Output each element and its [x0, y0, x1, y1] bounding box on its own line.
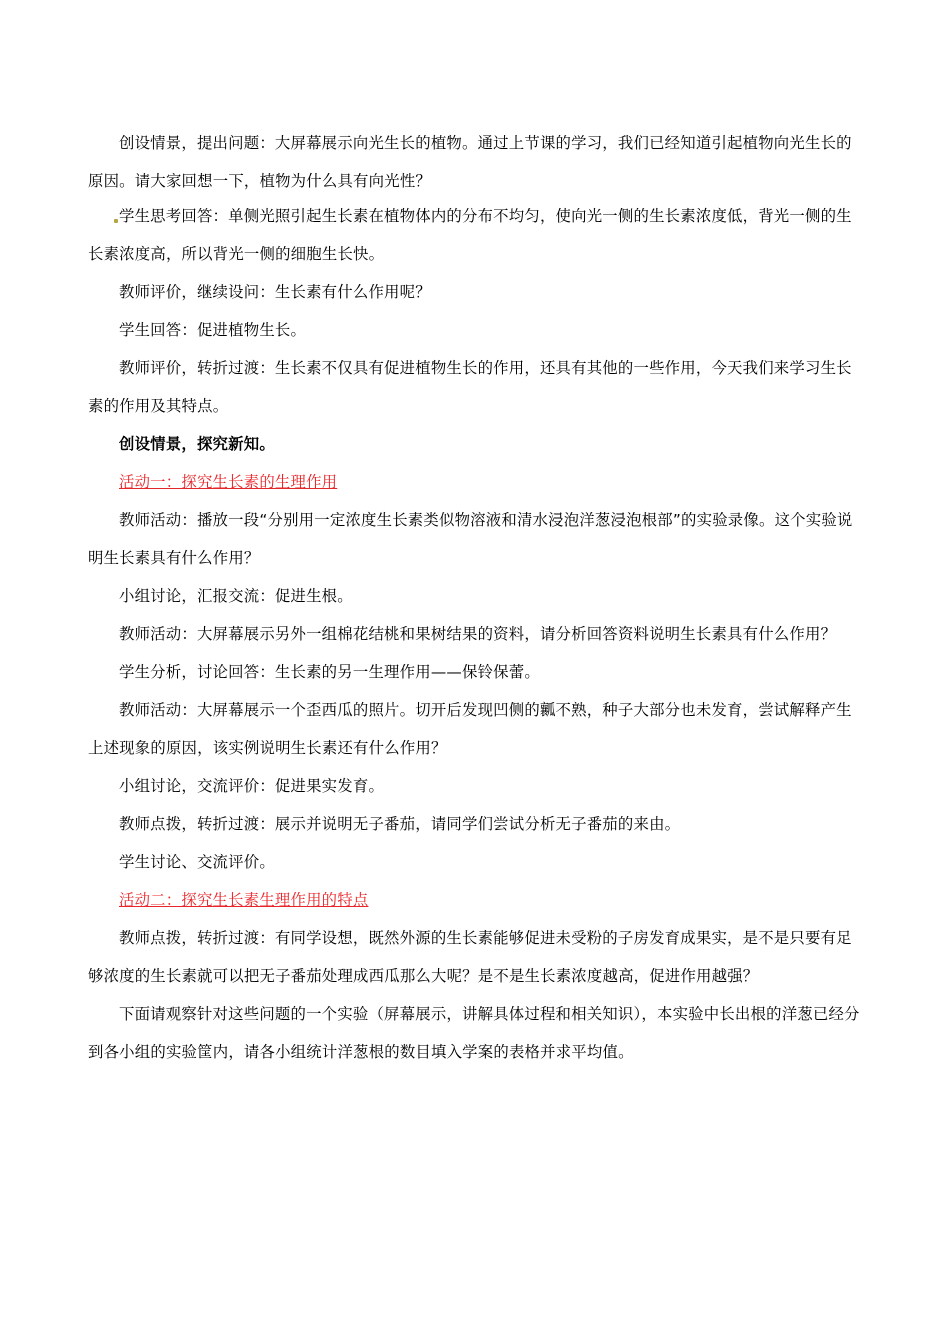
section-heading-explore: 创设情景，探究新知。: [119, 435, 275, 453]
paragraph-student-reply: 学生回答：促进植物生长。: [119, 321, 307, 339]
paragraph-student-discussion: 学生讨论、交流评价。: [119, 853, 275, 871]
paragraph-experiment: 下面请观察针对这些问题的一个实验（屏幕展示，讲解具体过程和相关知识），本实验中长出根的洋葱已经分到各小组的实验筐内，请各小组统计洋葱根的数目填入学案的表格并求平均值。: [88, 1005, 860, 1061]
paragraph-group-rooting: 小组讨论，汇报交流：促进生根。: [119, 587, 353, 605]
paragraph-teacher-watermelon: 教师活动：大屏幕展示一个歪西瓜的照片。切开后发现凹侧的瓤不熟，种子大部分也未发育，尝试解释产生上述现象的原因，该实例说明生长素还有什么作用？: [88, 701, 852, 757]
activity-one-heading: 活动一：探究生长素的生理作用: [119, 473, 338, 491]
paragraph-teacher-tomato: 教师点拨，转折过渡：展示并说明无子番茄，请同学们尝试分析无子番茄的来由。: [119, 815, 681, 833]
paragraph-teacher-concentration: 教师点拨，转折过渡：有同学设想，既然外源的生长素能够促进未受粉的子房发育成果实，是不是只要有足够浓度的生长素就可以把无子番茄处理成西瓜那么大呢？是不是生长素浓度越高，促进作用越强？: [88, 929, 852, 985]
paragraph-student-analysis: 学生分析，讨论回答：生长素的另一生理作用——保铃保蕾。: [119, 663, 540, 681]
paragraph-teacher-transition: 教师评价，转折过渡：生长素不仅具有促进植物生长的作用，还具有其他的一些作用，今天我们来学习生长素的作用及其特点。: [88, 359, 852, 415]
paragraph-intro-question: 创设情景，提出问题：大屏幕展示向光生长的植物。通过上节课的学习，我们已经知道引起植物向光生长的原因。请大家回想一下，植物为什么具有向光性？: [88, 134, 852, 190]
bullet-marker-icon: [114, 219, 118, 223]
paragraph-group-fruit: 小组讨论，交流评价：促进果实发育。: [119, 777, 385, 795]
paragraph-teacher-video: 教师活动：播放一段“分别用一定浓度生长素类似物溶液和清水浸泡洋葱浸泡根部”的实验录像。这个实验说明生长素具有什么作用？: [88, 511, 853, 567]
document-page: [88, 124, 860, 1071]
paragraph-teacher-cotton: 教师活动：大屏幕展示另外一组棉花结桃和果树结果的资料，请分析回答资料说明生长素具有什么作用？: [119, 625, 837, 643]
paragraph-teacher-followup: 教师评价，继续设问：生长素有什么作用呢？: [119, 283, 431, 301]
activity-two-heading: 活动二：探究生长素生理作用的特点: [119, 891, 369, 909]
paragraph-student-answer-phototropism: [88, 197, 860, 273]
paragraph-text: 学生思考回答：单侧光照引起生长素在植物体内的分布不均匀，使向光一侧的生长素浓度低，背光一侧的生长素浓度高，所以背光一侧的细胞生长快。: [88, 207, 852, 263]
